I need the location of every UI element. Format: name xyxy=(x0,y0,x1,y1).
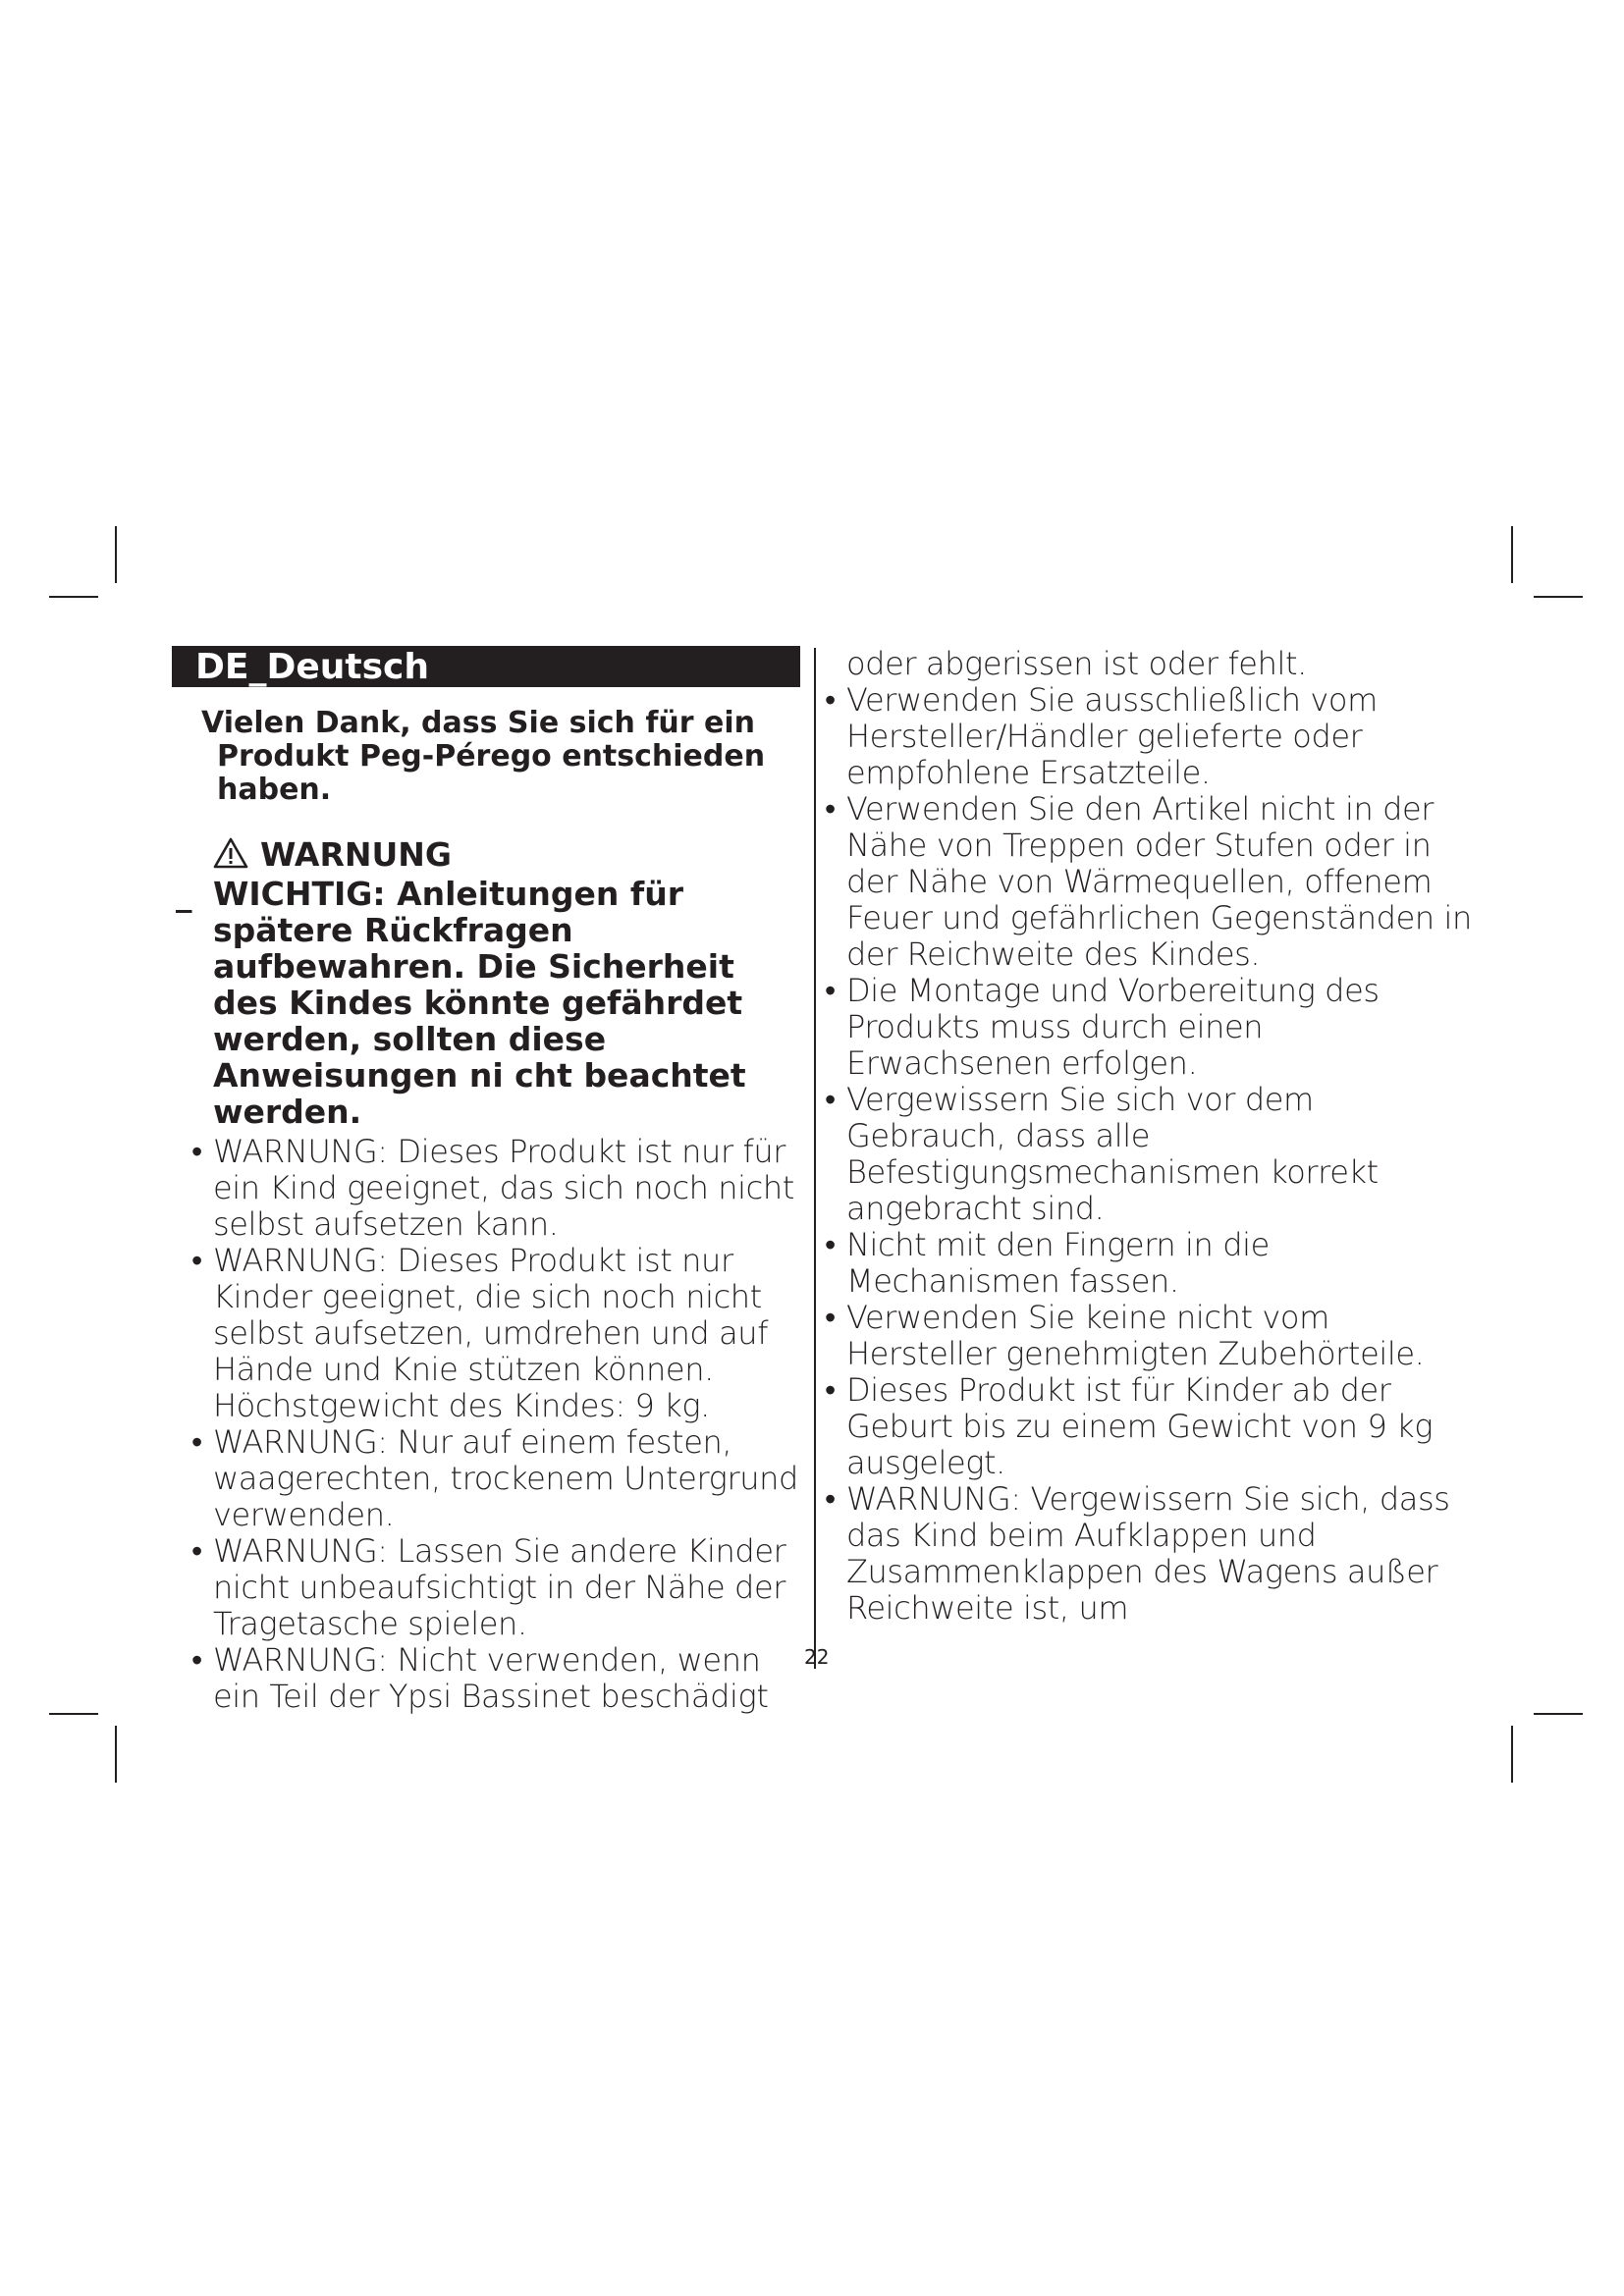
warning-heading xyxy=(213,836,800,874)
list-item: • Verwenden Sie den Artikel nicht in der Nähe von Treppen oder Stufen oder in der Nähe von Wärmequellen, offenem Feuer und gefährlichen Gegenständen in der Reichweite des Kindes. xyxy=(805,791,1475,973)
crop-mark-top-left-vertical xyxy=(115,526,117,583)
crop-mark-bottom-left-horizontal xyxy=(49,1713,98,1715)
list-item: • WARNUNG: Dieses Produkt ist nur Kinder geeignet, die sich noch nicht selbst aufsetzen, umdrehen und auf Hände und Knie stützen können. Höchstgewicht des Kindes: 9 kg. xyxy=(172,1243,800,1424)
list-item-continuation: oder abgerissen ist oder fehlt. xyxy=(846,645,1307,682)
crop-mark-bottom-right-horizontal xyxy=(1534,1713,1583,1715)
list-item: • Dieses Produkt ist für Kinder ab der Geburt bis zu einem Gewicht von 9 kg ausgelegt. xyxy=(805,1372,1475,1481)
list-item: • Nicht mit den Fingern in die Mechanismen fassen. xyxy=(805,1227,1475,1300)
crop-mark-top-left-horizontal xyxy=(49,596,98,598)
thank-you-text: Vielen Dank, dass Sie sich für ein Produkt Peg-Pérego entschieden haben. xyxy=(201,706,766,807)
left-warning-list xyxy=(172,1134,800,1715)
list-item: • WARNUNG: Nicht verwenden, wenn ein Teil der Ypsi Bassinet beschädigt xyxy=(172,1642,800,1715)
crop-mark-top-right-horizontal xyxy=(1534,596,1583,598)
list-item: • Die Montage und Vorbereitung des Produkts muss durch einen Erwachsenen erfolgen. xyxy=(805,973,1475,1082)
language-header: DE_Deutsch xyxy=(172,646,800,687)
warning-title: WARNUNG xyxy=(260,835,452,874)
list-item: • WARNUNG: Lassen Sie andere Kinder nicht unbeaufsichtigt in der Nähe der Tragetasche spielen. xyxy=(172,1533,800,1642)
page-number: 22 xyxy=(804,1645,830,1669)
dash-marker: _ xyxy=(176,875,192,913)
crop-mark-top-right-vertical xyxy=(1511,526,1513,583)
warning-triangle-icon xyxy=(213,837,248,869)
important-text: WICHTIG: Anleitungen für spätere Rückfragen aufbewahren. Die Sicherheit des Kindes könnte gefährdet werden, sollten diese Anweisungen ni cht beachtet werden. xyxy=(213,875,746,1131)
important-notice xyxy=(172,876,800,1130)
list-item: • WARNUNG: Nur auf einem festen, waagerechten, trockenem Untergrund verwenden. xyxy=(172,1424,800,1533)
list-item: • WARNUNG: Dieses Produkt ist nur für ein Kind geeignet, das sich noch nicht selbst aufsetzen kann. xyxy=(172,1134,800,1243)
right-column xyxy=(846,646,1475,1627)
list-item: • Verwenden Sie keine nicht vom Hersteller genehmigten Zubehörteile. xyxy=(805,1300,1475,1372)
list-item: • Vergewissern Sie sich vor dem Gebrauch, dass alle Befestigungsmechanismen korrekt angebracht sind. xyxy=(805,1082,1475,1227)
list-item: • WARNUNG: Vergewissern Sie sich, dass das Kind beim Aufklappen und Zusammenklappen des Wagens außer Reichweite ist, um xyxy=(805,1481,1475,1627)
crop-mark-bottom-left-vertical xyxy=(115,1726,117,1783)
list-item: • Verwenden Sie ausschließlich vom Hersteller/Händler gelieferte oder empfohlene Ersatzteile. xyxy=(805,682,1475,791)
right-warning-list xyxy=(805,646,1475,1627)
left-column xyxy=(172,646,800,1715)
crop-mark-bottom-right-vertical xyxy=(1511,1726,1513,1783)
